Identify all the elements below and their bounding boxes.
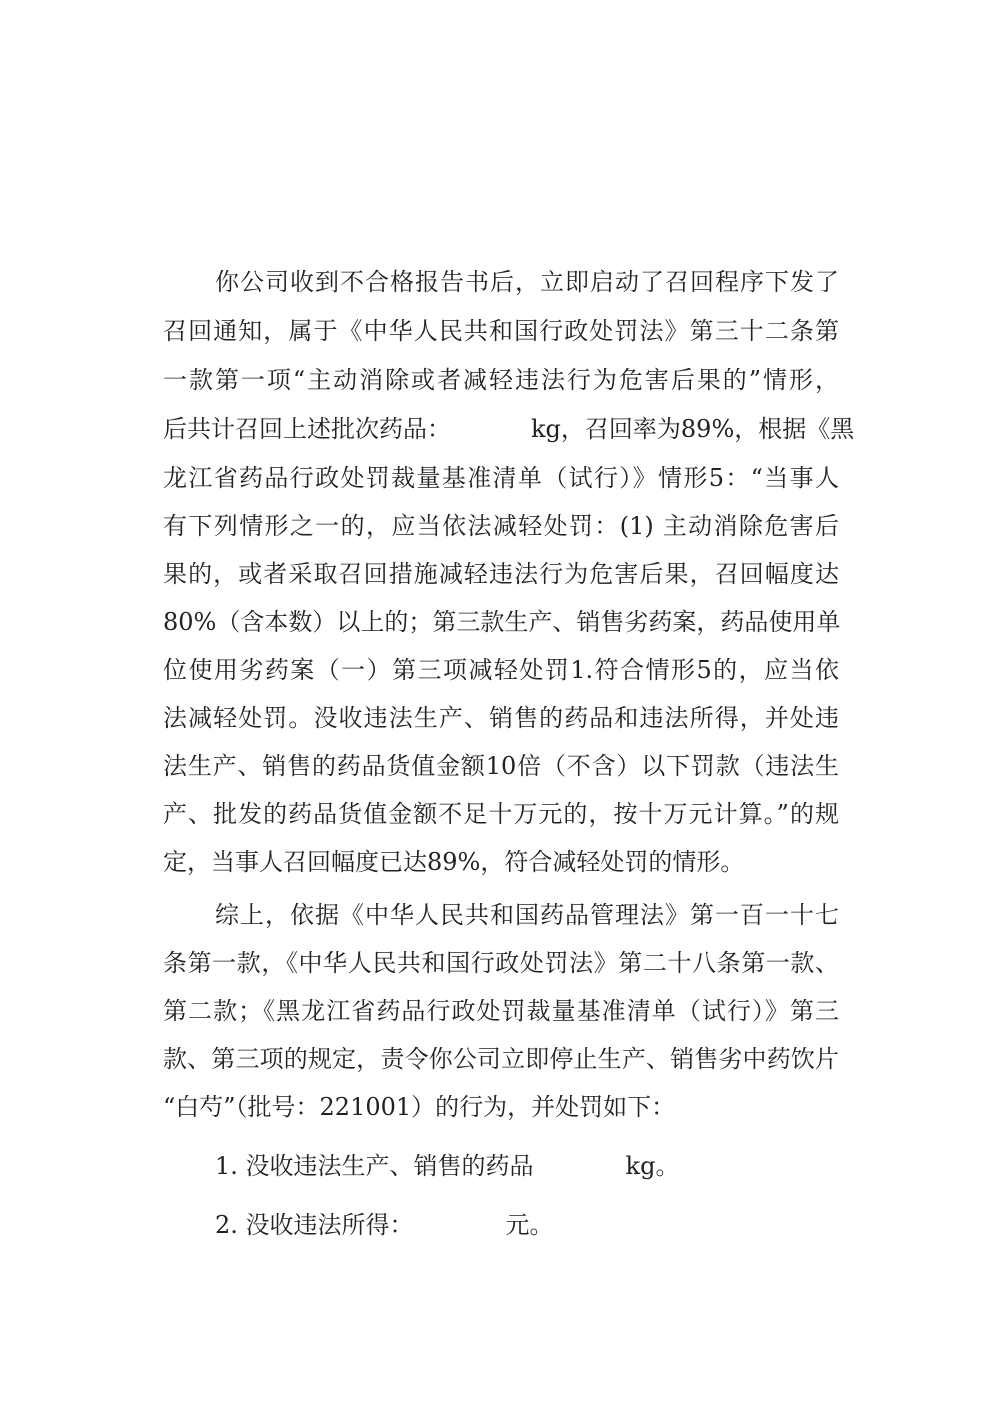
- text-line: 果的，或者采取召回措施减轻违法行为危害后果，召回幅度达: [163, 560, 839, 588]
- penalty-item: [215, 1151, 679, 1181]
- text-line: 你公司收到不合格报告书后，立即启动了召回程序下发了: [215, 268, 839, 296]
- text-line: 法生产、销售的药品货值金额10倍（不含）以下罚款（违法生: [163, 752, 839, 780]
- item-unit: kg。: [625, 1152, 680, 1180]
- text-line: 产、批发的药品货值金额不足十万元的，按十万元计算。”的规: [163, 800, 839, 828]
- text-line: 款、第三项的规定，责令你公司立即停止生产、销售劣中药饮片: [163, 1045, 839, 1073]
- text-line: 条第一款，《中华人民共和国行政处罚法》第二十八条第一款、: [163, 949, 839, 977]
- text-segment: 后共计召回上述批次药品：: [163, 415, 451, 443]
- item-unit: 元。: [505, 1211, 554, 1239]
- text-line: 80%（含本数）以上的；第三款生产、销售劣药案，药品使用单: [163, 608, 841, 636]
- text-line: 综上，依据《中华人民共和国药品管理法》第一百一十七: [215, 901, 839, 929]
- text-line: 龙江省药品行政处罚裁量基准清单（试行）》情形5：“当事人: [163, 464, 839, 492]
- item-text: 1. 没收违法生产、销售的药品: [215, 1152, 534, 1180]
- penalty-item: [215, 1210, 554, 1240]
- text-segment: kg，召回率为89%，根据《黑: [531, 415, 855, 443]
- text-line: 召回通知，属于《中华人民共和国行政处罚法》第三十二条第: [163, 317, 839, 345]
- item-text: 2. 没收违法所得：: [215, 1211, 414, 1239]
- text-line: 有下列情形之一的，应当依法减轻处罚：(1) 主动消除危害后: [163, 512, 839, 540]
- text-line: 一款第一项“主动消除或者减轻违法行为危害后果的”情形，: [163, 366, 839, 394]
- text-line: 第二款；《黑龙江省药品行政处罚裁量基准清单（试行）》第三: [163, 997, 839, 1025]
- text-line: “白芍”（批号：221001）的行为，并处罚如下：: [163, 1093, 676, 1121]
- text-line: [163, 414, 855, 444]
- text-line: 位使用劣药案（一）第三项减轻处罚1.符合情形5的，应当依: [163, 656, 839, 684]
- text-line: 法减轻处罚。没收违法生产、销售的药品和违法所得，并处违: [163, 704, 839, 732]
- text-line: 定，当事人召回幅度已达89%，符合减轻处罚的情形。: [163, 848, 745, 876]
